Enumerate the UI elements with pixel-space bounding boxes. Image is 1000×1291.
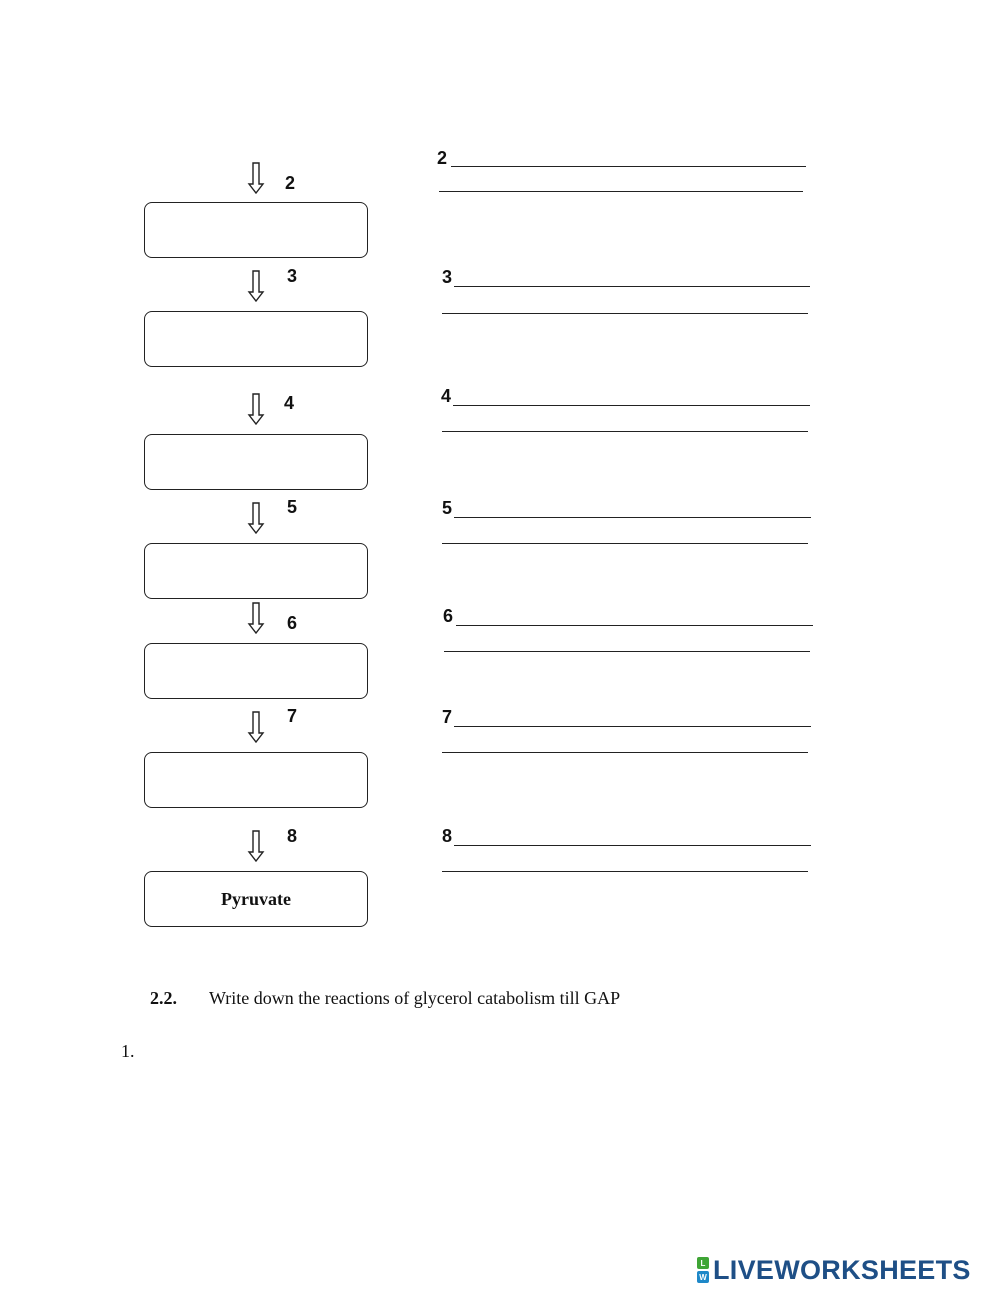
down-arrow-icon: [247, 711, 265, 743]
step-number: 5: [287, 497, 298, 517]
down-arrow-icon: [247, 502, 265, 534]
down-arrow-icon: [247, 270, 265, 302]
logo-letter: L: [697, 1257, 709, 1269]
answer-number: 4: [441, 386, 452, 406]
down-arrow-icon: [247, 393, 265, 425]
step-number: 2: [285, 173, 296, 193]
step-number: 6: [287, 613, 298, 633]
liveworksheets-logo: [697, 1254, 971, 1286]
flow-box-input[interactable]: [144, 643, 368, 699]
answer-number: 7: [442, 707, 453, 727]
answer-line[interactable]: [442, 431, 808, 432]
answer-number: 3: [442, 267, 453, 287]
step-number: 4: [284, 393, 295, 413]
flow-box-input[interactable]: [144, 543, 368, 599]
down-arrow-icon: [247, 162, 265, 194]
answer-number: 8: [442, 826, 453, 846]
answer-line[interactable]: [454, 286, 810, 287]
question-number: 2.2.: [150, 988, 177, 1008]
logo-text: LIVEWORKSHEETS: [713, 1254, 971, 1285]
answer-line[interactable]: [442, 871, 808, 872]
step-number: 8: [287, 826, 298, 846]
answer-number: 2: [437, 148, 448, 168]
flow-box-input[interactable]: [144, 202, 368, 258]
answer-number: 6: [443, 606, 454, 626]
answer-line[interactable]: [444, 651, 810, 652]
pyruvate-box: Pyruvate: [144, 871, 368, 927]
answer-line[interactable]: [439, 191, 803, 192]
question-text: Write down the reactions of glycerol catabolism till GAP: [209, 988, 621, 1008]
flow-box-input[interactable]: [144, 752, 368, 808]
flow-box-input[interactable]: [144, 434, 368, 490]
answer-line[interactable]: [442, 543, 808, 544]
answer-line[interactable]: [453, 405, 810, 406]
logo-letter: W: [697, 1271, 709, 1283]
flow-box-input[interactable]: [144, 311, 368, 367]
answer-line[interactable]: [456, 625, 813, 626]
step-number: 7: [287, 706, 298, 726]
answer-line[interactable]: [454, 517, 811, 518]
answer-number: 5: [442, 498, 453, 518]
answer-line[interactable]: [454, 845, 811, 846]
list-item-number: 1.: [121, 1041, 135, 1061]
answer-line[interactable]: [454, 726, 811, 727]
answer-line[interactable]: [451, 166, 806, 167]
down-arrow-icon: [247, 830, 265, 862]
step-number: 3: [287, 266, 298, 286]
logo-mark-icon: [697, 1257, 709, 1283]
answer-line[interactable]: [442, 313, 808, 314]
answer-line[interactable]: [442, 752, 808, 753]
down-arrow-icon: [247, 602, 265, 634]
